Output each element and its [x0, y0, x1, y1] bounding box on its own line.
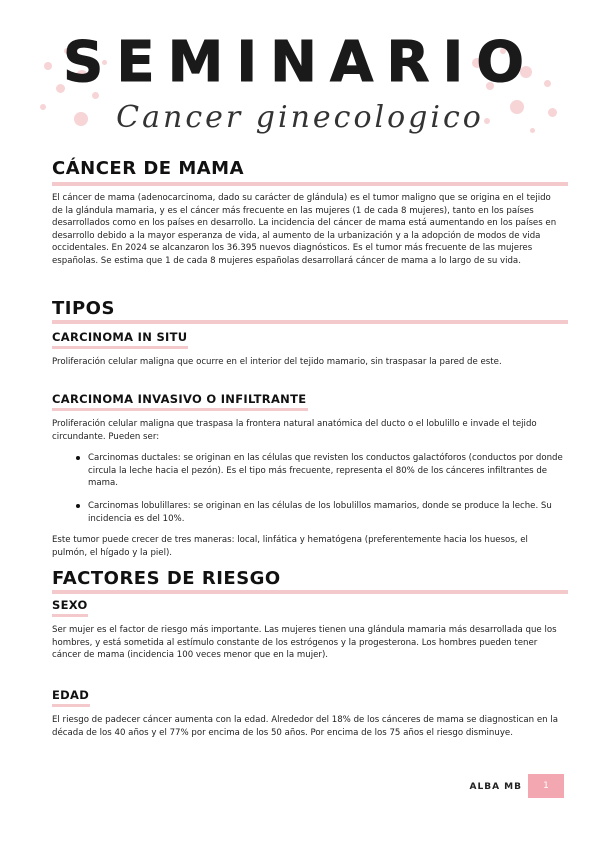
subheading-carcinoma-in-situ: CARCINOMA IN SITU [52, 330, 188, 344]
subheading-sexo: SEXO [52, 598, 88, 612]
footer-author: ALBA MB [469, 782, 522, 792]
section-heading-tipos: TIPOS [52, 298, 115, 319]
section-underline [52, 182, 568, 186]
list-item: Carcinomas ductales: se originan en las células que revisten los conductos galactóforos (conductos por donde circula la leche hacia el pezón). Es el tipo más frecuente, representa el 80% de los cánceres infiltrantes de mama. [88, 453, 563, 489]
edad-paragraph: El riesgo de padecer cáncer aumenta con la edad. Alrededor del 18% de los cánceres de mama se diagnostican en la década de los 40 años y el 77% por encima de los 50 años. Por encima de los 75 años el riesgo disminuye. [52, 715, 558, 738]
bullet-point [76, 456, 80, 460]
page-number: 1 [528, 774, 564, 798]
subheading-underline [52, 704, 90, 707]
subheading-carcinoma-invasivo: CARCINOMA INVASIVO O INFILTRANTE [52, 392, 307, 406]
page-subtitle: Cancer ginecologico [116, 100, 484, 135]
subheading-edad: EDAD [52, 688, 90, 702]
bullet-point [76, 504, 80, 508]
section-underline [52, 320, 568, 324]
invasivo-closing-paragraph: Este tumor puede crecer de tres maneras: local, linfática y hematógena (preferentemente hacia los huesos, el pulmón, el hígado y la piel). [52, 535, 528, 558]
list-item: Carcinomas lobulillares: se originan en las células de los lobulillos mamarios, donde se produce la leche. Su incidencia es del 10%. [88, 501, 552, 524]
subheading-underline [52, 346, 188, 349]
page-title: SEMINARIO [63, 30, 537, 95]
section-heading-cancer-mama: CÁNCER DE MAMA [52, 158, 245, 179]
in-situ-paragraph: Proliferación celular maligna que ocurre en el interior del tejido mamario, sin traspasar la pared de este. [52, 357, 502, 367]
cancer-mama-paragraph: El cáncer de mama (adenocarcinoma, dado su carácter de glándula) es el tumor maligno que se origina en el tejido de la glándula mamaria, y es el cáncer más frecuente en las mujeres (1 de cada 8 mujeres), tanto en los países desarrollados como en los países en desarrollo. La incidencia del cáncer de mama está aumentando en los países en desarrollo debido a la mayor esperanza de vida, al aumento de la urbanización y a la adopción de modos de vida occidentales. En 2024 se alcanzaron los 36.395 nuevos diagnósticos. Es el tumor más frecuente de las mujeres españolas. Se estima que 1 de cada 8 mujeres españolas desarrollará cáncer de mama a lo largo de su vida. [52, 193, 557, 266]
subheading-underline [52, 614, 88, 617]
subheading-underline [52, 408, 308, 411]
section-underline [52, 590, 568, 594]
section-heading-factores: FACTORES DE RIESGO [52, 568, 281, 589]
sexo-paragraph: Ser mujer es el factor de riesgo más importante. Las mujeres tienen una glándula mamaria más desarrollada que los hombres, y está sometida al estímulo constante de los estrógenos y la progesterona. Los hombres pueden tener cáncer de mama (incidencia 100 veces menor que en la mujer). [52, 625, 557, 661]
invasivo-paragraph: Proliferación celular maligna que traspasa la frontera natural anatómica del ducto o el lobulillo e invade el tejido circundante. Pueden ser: [52, 419, 537, 442]
